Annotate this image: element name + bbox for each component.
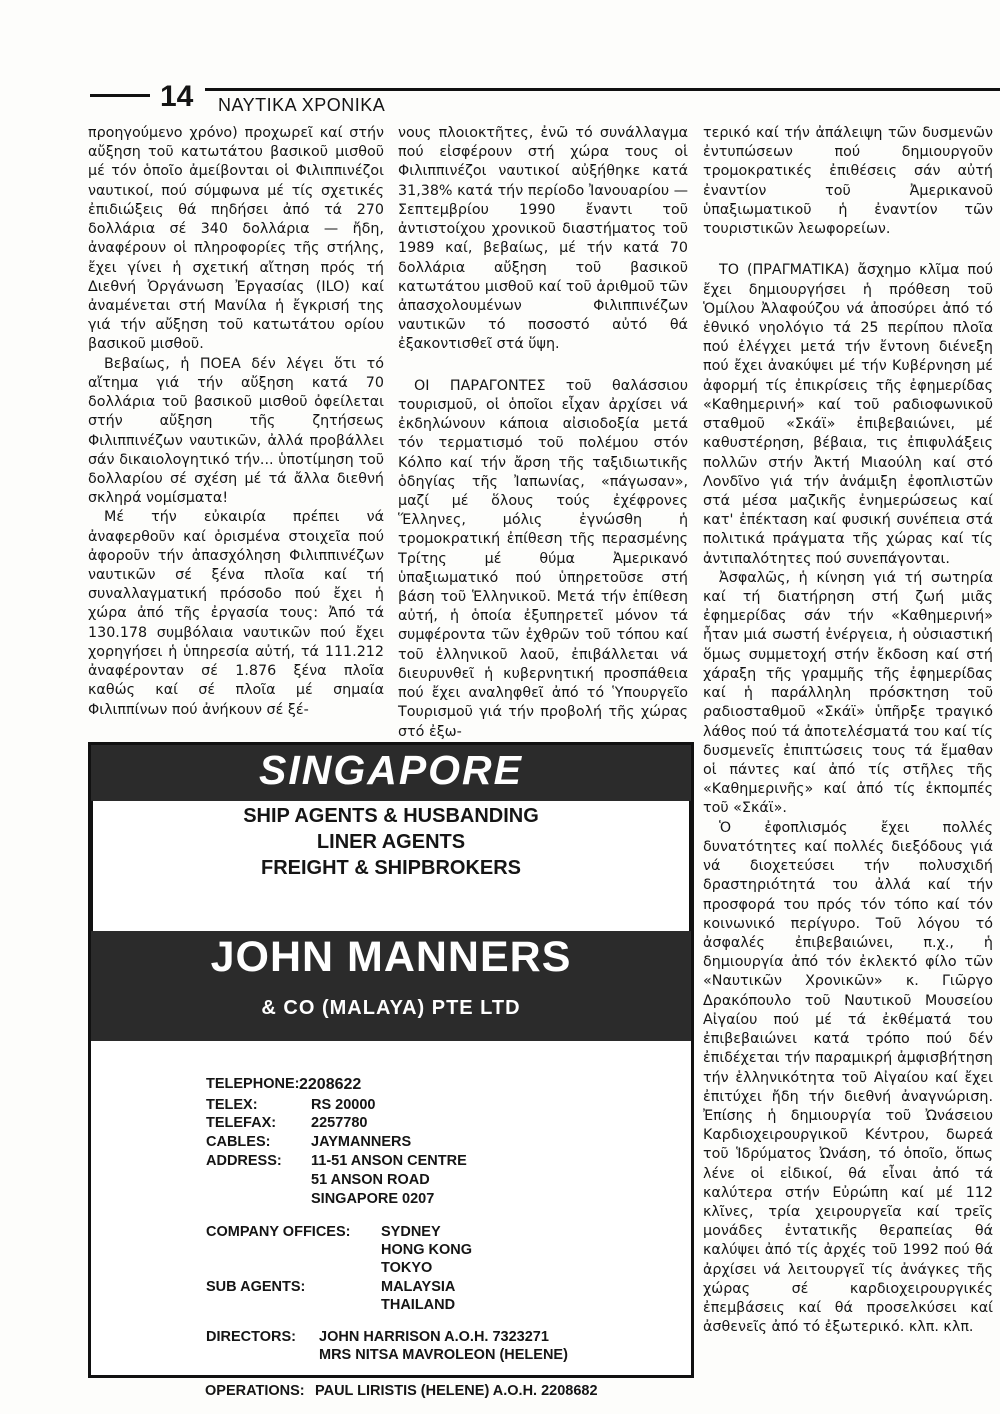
ad-city-title: SINGAPORE <box>258 747 524 793</box>
ad-operations-value: PAUL LIRISTIS (HELENE) A.O.H. 2208682 <box>315 1383 598 1399</box>
page-number: 14 <box>160 80 194 113</box>
ad-telex-value: RS 20000 <box>311 1097 376 1113</box>
ad-sub-agent: MALAYSIA <box>381 1279 456 1295</box>
paragraph: τερικό καί τήν ἀπάλειψη τῶν δυσμενῶν ἐντυπώσεων πού δημιουργοῦν τρομοκρατικές ἐπιθέσεις σάν αὐτή ἐναντίον τοῦ Ἀμερικανοῦ ὑπαξιωματικοῦ ἡ ἐναντίον τῶν τουριστικῶν λεωφορείων. <box>703 125 993 238</box>
paragraph: Μέ τήν εὐκαιρία πρέπει νά ἀναφερθοῦν καί ὁρισμένα στοιχεῖα πού ἀφοροῦν τήν ἀπασχόληση Φιλιππινέζων ναυτικῶν σέ ξένα πλοῖα καί τή συναλλαγματική πρόσοδο πού ἔχει ἡ χώρα ἀπό τῆς ἐργασία τους: Ἀπό τά 130.178 συμβόλαια ναυτικῶν πού ἔχει χορηγήσει ἡ ὑπηρεσία αὐτή, τά 111.212 ἀναφέρονταν σέ 1.876 ξένα πλοῖα καθώς καί σέ πλοῖα μέ σημαία Φιλιππίνων πού ἀνήκουν σέ ξέ- <box>88 509 384 718</box>
header-rule-left <box>90 94 150 97</box>
ad-directors-label: DIRECTORS: <box>206 1329 296 1345</box>
ad-director: JOHN HARRISON A.O.H. 7323271 <box>319 1329 549 1345</box>
ad-service-line: SHIP AGENTS & HUSBANDING <box>243 805 539 827</box>
article-column-3 <box>703 124 993 1338</box>
ad-address-line: 11-51 ANSON CENTRE <box>311 1153 467 1169</box>
ad-telex-label: TELEX: <box>206 1097 258 1113</box>
ad-telefax-label: TELEFAX: <box>206 1115 277 1131</box>
ad-sub-agents-label: SUB AGENTS: <box>206 1279 306 1295</box>
paragraph: Ὁ ἐφοπλισμός ἔχει πολλές δυνατότητες καί πολλές διεξόδους γιά νά διοχετεύσει τήν πολυσχιδή δραστηριότητά του ἀλλά καί τήν προσφορά του πρός τόν τόπο καί τόν κοινωνικό περίγυρο. Τοῦ λόγου τό ἀσφαλές ἐπιβεβαιώνει, π.χ., ἡ δημιουργία ἀπό τόν ἐκλεκτό φίλο τῶν «Ναυτικῶν Χρονικῶν» κ. Γιῶργο Δρακόπουλο τοῦ Ναυτικοῦ Μουσείου Αἰγαίου πού μέ τά ἐκθέματά του ἐπιβεβαιώνει κατά τρόπο πού δέν ἐπιδέχεται τήν παραμικρή ἀμφισβήτηση τήν ἑλληνικότητα τοῦ Αἰγαίου καί ἔχει ἐπιτύχει ἤδη τήν διεθνή ἀναγνώριση. Ἐπίσης ἡ δημιουργία τοῦ Ὠνάσειου Καρδιοχειρουργικοῦ Κέντρου, δωρεά τοῦ Ἱδρύματος Ὠνάση, τό ὁποῖο, ὅπως λένε οἱ εἰδικοί, θά εἶναι ἀπό τά καλύτερα στήν Εὐρώπη καί μέ 112 κλῖνες, τρία χειρουργεῖα καί τρεῖς μονάδες ἐντατικῆς θεραπείας θά καλύψει ἀπό τίς ἀρχές τοῦ 1992 πού θά ἀρχίσει νά λειτουργεῖ τίς ἀνάγκες τῆς χώρας σέ καρδιοχειρουργικές ἐπεμβάσεις καί θά προσελκύσει καί ἀσθενεῖς ἀπό τό ἐξωτερικό. κλπ. κλπ. <box>703 819 993 1336</box>
ad-address-label: ADDRESS: <box>206 1153 282 1169</box>
ad-cables-value: JAYMANNERS <box>311 1134 412 1150</box>
article-column-2 <box>398 124 688 742</box>
publication-name: ΝΑΥΤΙΚΑ ΧΡΟΝΙΚΑ <box>218 95 386 115</box>
paragraph: νους πλοιοκτῆτες, ἐνῶ τό συνάλλαγμα πού εἰσφέρουν στή χώρα τους οἱ Φιλιππινέζοι ναυτικοί αὐξήθηκε κατά 31,38% κατά τήν περίοδο Ἰανουαρίου — Σεπτεμβρίου 1990 ἔναντι τοῦ ἀντιστοίχου χρονικοῦ διαστήματος τοῦ 1989 καί, βεβαίως, μέ τήν κατά 70 δολλάρια αὔξηση τοῦ βασικοῦ κατωτάτου μισθοῦ καί τοῦ ἀριθμοῦ τῶν ἀπασχολουμένων Φιλιππινέζων ναυτικῶν τό ποσοστό αὐτό θά ἐξακοντισθεῖ στά ὕψη. <box>398 125 688 353</box>
paragraph: προηγούμενο χρόνο) προχωρεῖ καί στήν αὔξηση τοῦ κατωτάτου βασικοῦ μισθοῦ μέ τόν ὁποῖο ἀμείβονται οἱ Φιλιππινέζοι ναυτικοί, πού σύμφωνα μέ τίς σχετικές ἐπιδιώξεις θά πηδήσει ἀπό τά 270 δολλάρια σέ 340 δολλάρια — ἤδη, ἀναφέρουν οἱ πληροφορίες τῆς στήλης, ἔχει γίνει ἡ σχετική αἴτηση πρός τή Διεθνή Ὀργάνωση Ἐργασίας (ILO) καί ἀναμένεται στή Μανίλα ἡ ἔγκρισή της γιά τήν αὔξηση τοῦ κατωτάτου ορίου βασικοῦ μισθοῦ. <box>88 125 384 353</box>
ad-director: MRS NITSA MAVROLEON (HELENE) <box>319 1347 568 1363</box>
ad-sub-agent: THAILAND <box>381 1297 456 1313</box>
ad-service-line: FREIGHT & SHIPBROKERS <box>260 857 522 879</box>
advertisement-john-manners <box>88 742 694 1378</box>
ad-telefax-value: 2257780 <box>311 1115 368 1131</box>
paragraph: ΤΟ (ΠΡΑΓΜΑΤΙΚΑ) ἄσχημο κλῖμα πού ἔχει δημιουργήσει ἡ πρόθεση τοῦ Ὁμίλου Ἀλαφούζου νά ἀποσύρει ἀπό τό ἐθνικό νηολόγιο τά 25 περίπου πλοῖα πού ἐλέγχει μετά τήν ἔντονη διένεξη πού ἔχει ἀνακύψει μέ τήν Κυβέρνηση μέ ἀφορμή τίς ἐπικρίσεις τῆς ἐφημερίδας «Καθημερινή» καί τοῦ ραδιοφωνικοῦ σταθμοῦ «Σκάϊ» ἐπιβεβαιώνει, μέ καθυστέρηση, βέβαια, τις ἐπιφυλάξεις πολλῶν στήν Ἀκτή Μιαούλη καί στό Λονδῖνο γιά τήν ἀνάμιξη ἐφοπλιστῶν στά μέσα μαζικῆς ἐνημερώσεως καί κατ' ἐπέκταση καί φυσική συνέπεια στά πολιτικά πράγματα τῆς χώρας καί τίς ἀντιπαλότητες πού συνεπάγονται. <box>703 262 993 567</box>
ad-operations-label: OPERATIONS: <box>205 1383 305 1399</box>
ad-office: SYDNEY <box>381 1224 441 1240</box>
paragraph: Βεβαίως, ἡ ΠΟΕΑ δέν λέγει ὅτι τό αἴτημα γιά τήν αὔξηση κατά 70 δολλάρια τοῦ βασικοῦ μισθοῦ ὀφείλεται στήν αὔξηση τῆς ζητήσεως Φιλιππινέζων ναυτικῶν, ἀλλά προβάλλει σάν δικαιολογητικό τήν... ὑποτίμηση τοῦ δολλαρίου σέ σχέση μέ τά ἄλλα διεθνή σκληρά νομίσματα! <box>88 355 384 507</box>
ad-address-line: 51 ANSON ROAD <box>311 1172 430 1188</box>
ad-cables-label: CABLES: <box>206 1134 271 1150</box>
header-rule-right <box>205 88 1000 91</box>
paragraph: ΟΙ ΠΑΡΑΓΟΝΤΕΣ τοῦ θαλάσσιου τουρισμοῦ, οἱ ὁποῖοι εἶχαν ἀρχίσει νά ἐκδηλώνουν κάποια αἰσιοδοξία μετά τόν τερματισμό τοῦ πολέμου στόν Κόλπο καί τήν ἄρση τῆς ταξιδιωτικῆς ὁδηγίας τῆς Ἰαπωνίας, «πάγωσαν», μαζί μέ ὅλους τούς ἐχέφρονες Ἕλληνες, μόλις ἐγνώσθη ἡ τρομοκρατική ἐπίθεση τῆς περασμένης Τρίτης μέ θύμα Ἀμερικανό ὑπαξιωματικό πού ὑπηρετοῦσε στή βάση τοῦ Ἑλληνικοῦ. Μετά τήν ἐπίθεση αὐτή, ἡ ὁποία ἐξυπηρετεῖ μόνον τά συμφέροντα τῶν ἐχθρῶν τοῦ τόπου καί τοῦ ἑλληνικοῦ λαοῦ, ἐπιβάλλεται νά διευρυνθεῖ ἡ κυβερνητική προσπάθεια πού ἔχει αναληφθεῖ ἀπό τό Ὑπουργεῖο Τουρισμοῦ γιά τήν προβολή τῆς χώρας στό ἐξω- <box>398 377 688 740</box>
ad-telephone-label: TELEPHONE: <box>206 1076 300 1092</box>
ad-company-suffix: & CO (MALAYA) PTE LTD <box>261 997 521 1019</box>
ad-company-name: JOHN MANNERS <box>210 933 572 981</box>
ad-office: TOKYO <box>381 1260 433 1276</box>
ad-office: HONG KONG <box>381 1242 473 1258</box>
ad-offices-label: COMPANY OFFICES: <box>206 1224 351 1240</box>
paragraph: Ἀσφαλῶς, ἡ κίνηση γιά τή σωτηρία καί τή διατήρηση στή ζωή μιᾶς ἐφημερίδας σάν τήν «Καθημερινή» ἦταν μιά σωστή ἐνέργεια, ἡ οὐσιαστική ὅμως συμμετοχή στήν ἔκδοση καί στή χάραξη τῆς γραμμῆς τῆς ἐφημερίδας καί ἡ παράλληλη πρόσκτηση τοῦ ραδιοσταθμοῦ «Σκάϊ» ὑπῆρξε τραγικό λάθος πού τά ἀποτελέσματά του καί τίς δυσμενεῖς ἐπιπτώσεις τους τά ἔμαθαν οἱ πάντες καί ἀπό τίς στῆλες τῆς «Καθημερινῆς» καί ἀπό τίς ἐκπομπές τοῦ «Σκάϊ». <box>703 569 993 817</box>
ad-telephone-value: 2208622 <box>299 1076 362 1093</box>
ad-service-line: LINER AGENTS <box>316 831 466 853</box>
ad-address-line: SINGAPORE 0207 <box>311 1191 435 1207</box>
article-column-1 <box>88 124 384 720</box>
